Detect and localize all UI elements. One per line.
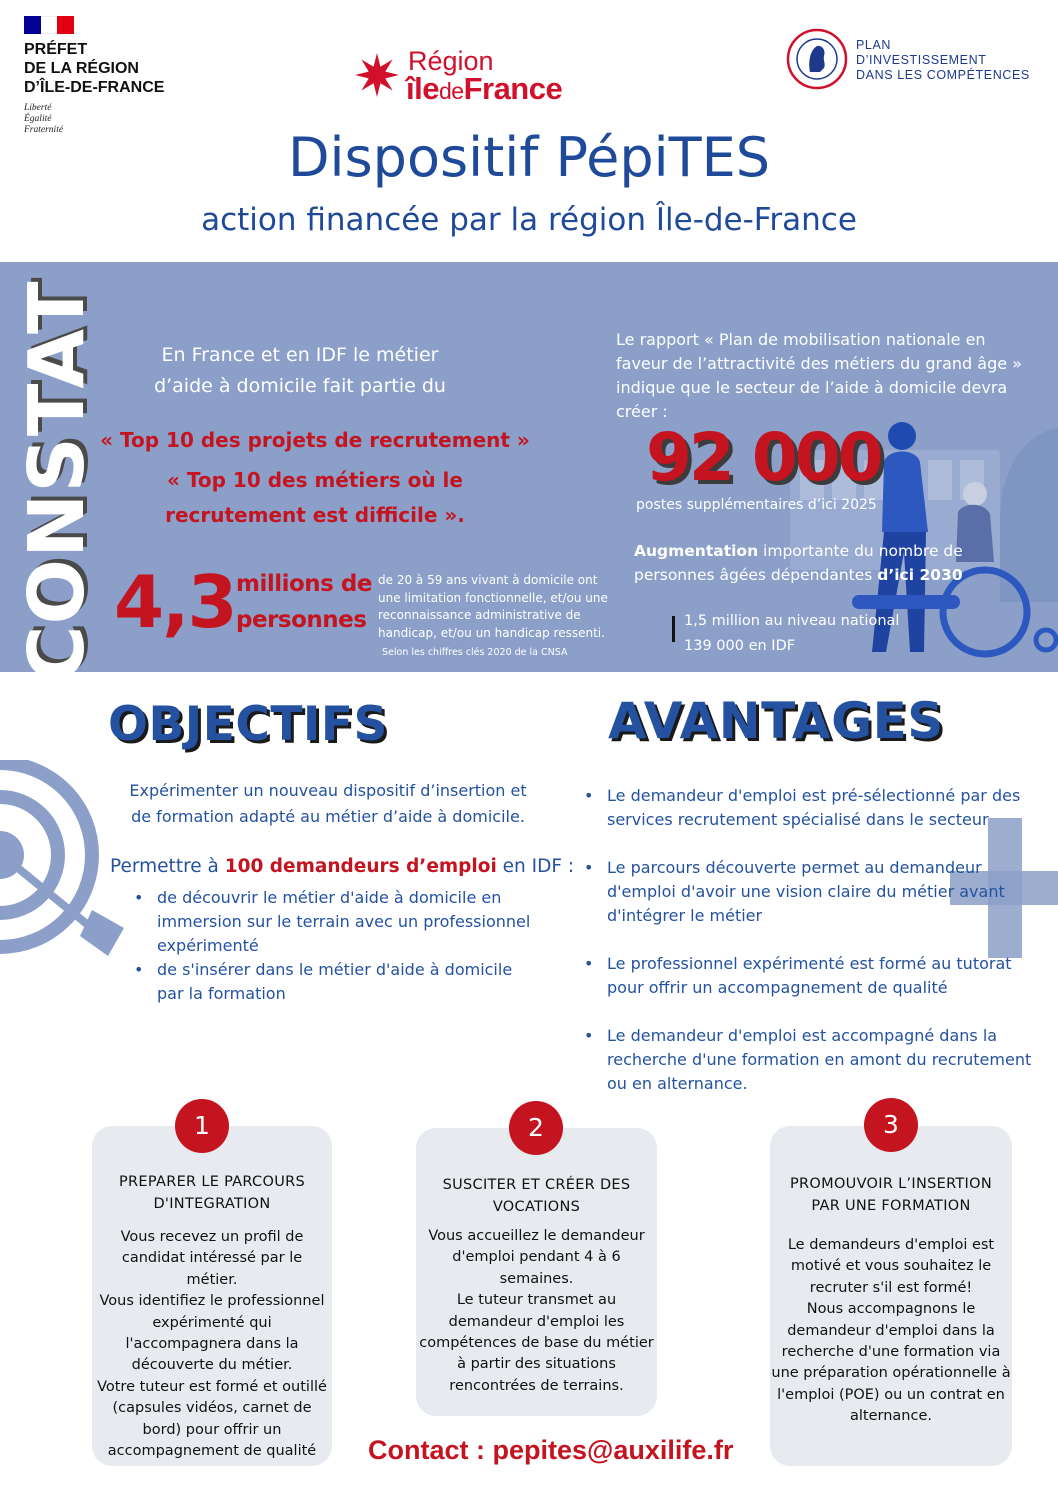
top10-recrutement: « Top 10 des projets de recrutement »	[100, 428, 530, 452]
top10-difficile: « Top 10 des métiers où le recrutement est difficile ».	[165, 468, 465, 527]
prefet-name: PRÉFET DE LA RÉGION D’ÎLE-DE-FRANCE	[24, 41, 165, 96]
objectifs-permettre: Permettre à 100 demandeurs d’emploi en IDF :	[110, 856, 575, 877]
step-title-3: PROMOUVOIR L’INSERTION PAR UNE FORMATION	[790, 1176, 992, 1214]
contact-email-link[interactable]: Contact : pepites@auxilife.fr	[368, 1435, 734, 1465]
region-ile-de-france-logo	[354, 44, 604, 106]
jobs-caption: postes supplémentaires d’ici 2025	[636, 497, 877, 513]
plan-investissement-logo	[786, 28, 1036, 92]
page-title: Dispositif PépiTES	[287, 126, 771, 189]
step-title-1: PREPARER LE PARCOURS D'INTEGRATION	[118, 1174, 305, 1212]
rapport-text: Le rapport « Plan de mobilisation nationale en faveur de l’attractivité des métiers du grand âge » indique que le secteur de l’aide à domicile devra créer :	[616, 330, 1022, 421]
region-name: îledeFrance	[406, 71, 563, 106]
step-body-2: Vous accueillez le demandeur d'emploi pendant 4 à 6 semaines. Le tuteur transmet au demandeur d'emploi les compétences de base du métier à partir des situations rencontrées de terrains.	[419, 1228, 654, 1394]
list-item: • Le professionnel expérimenté est formé au tutorat pour offrir un accompagnement de qualité	[584, 952, 1036, 1000]
list-item: • Le demandeur d'emploi est accompagné dans la recherche d'une formation en amont du recrutement ou en alternance.	[584, 1024, 1036, 1096]
stat-4-3-millions: 4,3	[114, 560, 236, 644]
objectifs-intro: Expérimenter un nouveau dispositif d’insertion et de formation adapté au métier d’aide à domicile.	[129, 781, 527, 826]
region-star-icon	[354, 52, 400, 98]
step-number-2: 2	[509, 1101, 563, 1155]
avantages-heading: AVANTAGES	[608, 692, 944, 750]
elderly-figures: 1,5 million au niveau national 139 000 en IDF	[684, 613, 900, 654]
avantages-list	[584, 784, 1036, 1120]
french-flag-icon	[24, 16, 74, 34]
step-number-3: 3	[864, 1098, 918, 1152]
constat-vertical-label: CONSTAT	[13, 280, 102, 682]
region-label: Région	[408, 46, 494, 76]
step-body-1: Vous recevez un profil de candidat intéressé par le métier. Vous identifiez le professionnel expérimenté qui l'accompagnera dans la découverte du métier. Votre tuteur est formé et outillé (capsules vidéos, carnet de bord) pour offrir un accompagnement de qualité	[97, 1229, 327, 1460]
list-item: • Le demandeur d'emploi est pré-sélectionné par des services recrutement spécialisé dans le secteur	[584, 784, 1036, 832]
stat-92000: 92 000	[646, 419, 881, 496]
list-item: • Le parcours découverte permet au demandeur d'emploi d'avoir une vision claire du métier avant d'intégrer le métier	[584, 856, 1036, 928]
step-title-2: SUSCITER ET CRÉER DES VOCATIONS	[442, 1177, 631, 1215]
plan-investissement-text: PLAN D’INVESTISSEMENT DANS LES COMPÉTENCES	[856, 38, 1030, 82]
republic-motto: Liberté Égalité Fraternité	[24, 103, 64, 135]
investir-avenir-seal-icon	[786, 28, 848, 90]
augmentation-text: Augmentation importante du nombre de personnes âgées dépendantes d’ici 2030	[634, 542, 963, 584]
stat-divider	[672, 616, 675, 642]
list-item: • de découvrir le métier d'aide à domicile en immersion sur le terrain avec un professionnel expérimenté	[134, 886, 544, 958]
stat-detail: de 20 à 59 ans vivant à domicile ont une limitation fonctionnelle, et/ou une reconnaissance administrative de handicap, et/ou un handicap ressenti.	[378, 573, 608, 640]
stat-source: Selon les chiffres clés 2020 de la CNSA	[382, 647, 568, 658]
millions-label: millions de personnes	[236, 571, 372, 633]
step-body-3: Le demandeurs d'emploi est motivé et vous souhaitez le recruter s'il est formé! Nous accompagnons le demandeur d'emploi dans la recherche d'une formation via une préparation opérationnelle à l'emploi (POE) ou un contrat en alternance.	[771, 1237, 1011, 1425]
objectifs-list	[134, 886, 544, 1006]
step-number-1: 1	[175, 1099, 229, 1153]
constat-intro: En France et en IDF le métier d’aide à domicile fait partie du	[154, 344, 446, 397]
page-subtitle: action financée par la région Île-de-France	[201, 202, 857, 238]
objectifs-heading: OBJECTIFS	[108, 697, 388, 752]
prefet-logo	[24, 16, 204, 136]
list-item: • de s'insérer dans le métier d'aide à domicile par la formation	[134, 958, 544, 1006]
